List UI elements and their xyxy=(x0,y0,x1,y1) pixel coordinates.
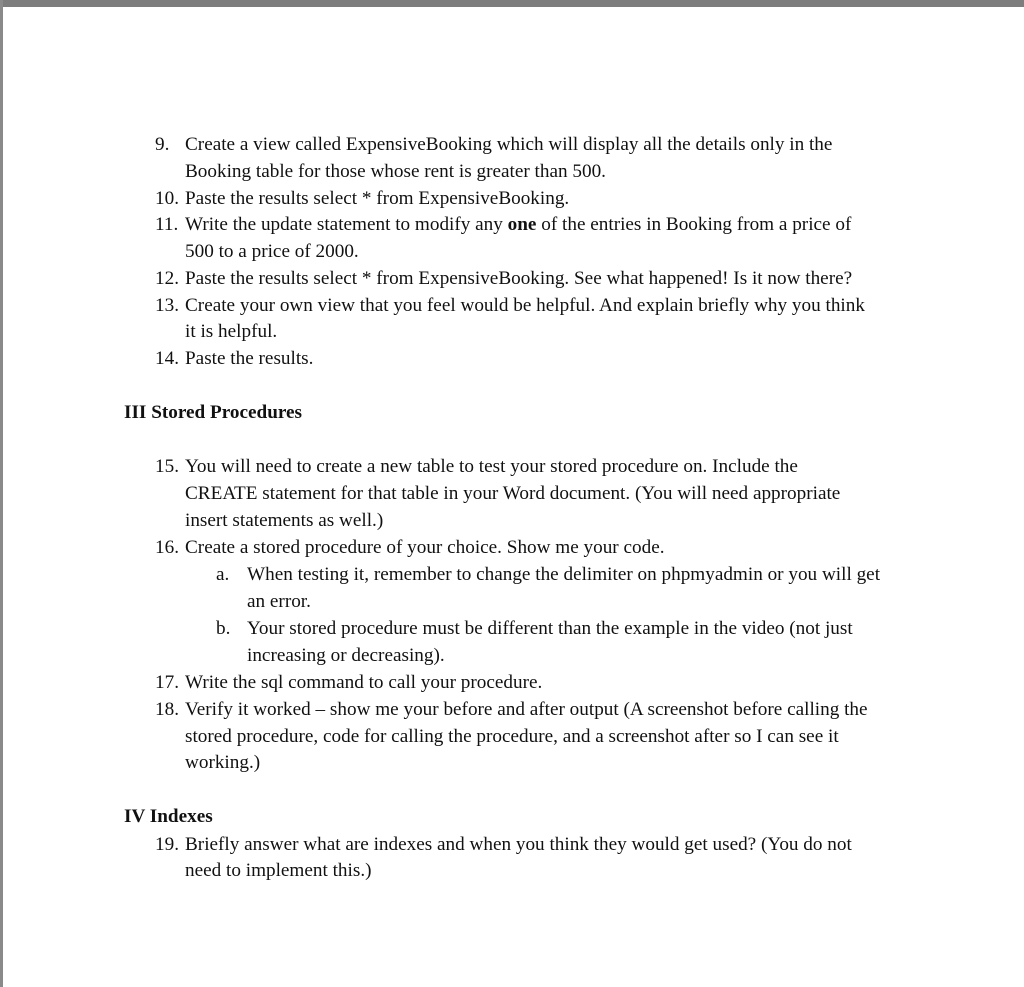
item-18-text-line2: stored procedure, code for calling the procedure, and a screenshot after so I can see it xyxy=(185,726,839,747)
item-18-number: 18. xyxy=(155,699,179,720)
item-12-text: Paste the results select * from ExpensiveBooking. See what happened! Is it now there? xyxy=(185,268,853,289)
item-16b-letter: b. xyxy=(216,618,231,639)
item-17-text: Write the sql command to call your procedure. xyxy=(185,672,543,693)
section-heading-indexes: IV Indexes xyxy=(124,806,213,827)
item-14-text: Paste the results. xyxy=(185,348,314,369)
item-11-bold-word: one xyxy=(507,214,537,235)
item-9-text-line2: Booking table for those whose rent is greater than 500. xyxy=(185,161,606,182)
item-17-number: 17. xyxy=(155,672,179,693)
item-9-number: 9. xyxy=(155,134,170,155)
item-13-number: 13. xyxy=(155,295,179,316)
item-16a-text-line2: an error. xyxy=(247,591,311,612)
item-11-text-line2: 500 to a price of 2000. xyxy=(185,241,359,262)
item-15-text-line1: You will need to create a new table to test your stored procedure on. Include the xyxy=(185,456,798,477)
item-16b-text-line2: increasing or decreasing). xyxy=(247,645,445,666)
item-13-text-line1: Create your own view that you feel would be helpful. And explain briefly why you think xyxy=(185,295,865,316)
item-19-text-line2: need to implement this.) xyxy=(185,860,372,881)
item-16a-letter: a. xyxy=(216,564,230,585)
item-15-text-line2: CREATE statement for that table in your Word document. (You will need appropriate xyxy=(185,483,841,504)
item-18-text-line1: Verify it worked – show me your before and after output (A screenshot before calling the xyxy=(185,699,868,720)
item-12-number: 12. xyxy=(155,268,179,289)
item-16b-text-line1: Your stored procedure must be different than the example in the video (not just xyxy=(247,618,853,639)
window-top-border xyxy=(0,0,1024,7)
item-11-text-line1 xyxy=(185,211,851,238)
item-11-text-part1: Write the update statement to modify any xyxy=(185,214,508,235)
section-heading-stored-procedures: III Stored Procedures xyxy=(124,402,303,423)
item-10-text: Paste the results select * from ExpensiveBooking. xyxy=(185,188,570,209)
item-19-number: 19. xyxy=(155,834,179,855)
item-9-text-line1: Create a view called ExpensiveBooking which will display all the details only in the xyxy=(185,134,833,155)
item-11-text-part2: of the entries in Booking from a price of xyxy=(536,214,852,235)
item-10-number: 10. xyxy=(155,188,179,209)
item-16-number: 16. xyxy=(155,537,179,558)
item-18-text-line3: working.) xyxy=(185,752,261,773)
item-14-number: 14. xyxy=(155,348,179,369)
item-11-number: 11. xyxy=(155,214,179,235)
item-13-text-line2: it is helpful. xyxy=(185,321,278,342)
item-15-number: 15. xyxy=(155,456,179,477)
item-19-text-line1: Briefly answer what are indexes and when you think they would get used? (You do not xyxy=(185,834,852,855)
item-15-text-line3: insert statements as well.) xyxy=(185,510,384,531)
item-16-text: Create a stored procedure of your choice. Show me your code. xyxy=(185,537,665,558)
item-16a-text-line1: When testing it, remember to change the delimiter on phpmyadmin or you will get xyxy=(247,564,881,585)
